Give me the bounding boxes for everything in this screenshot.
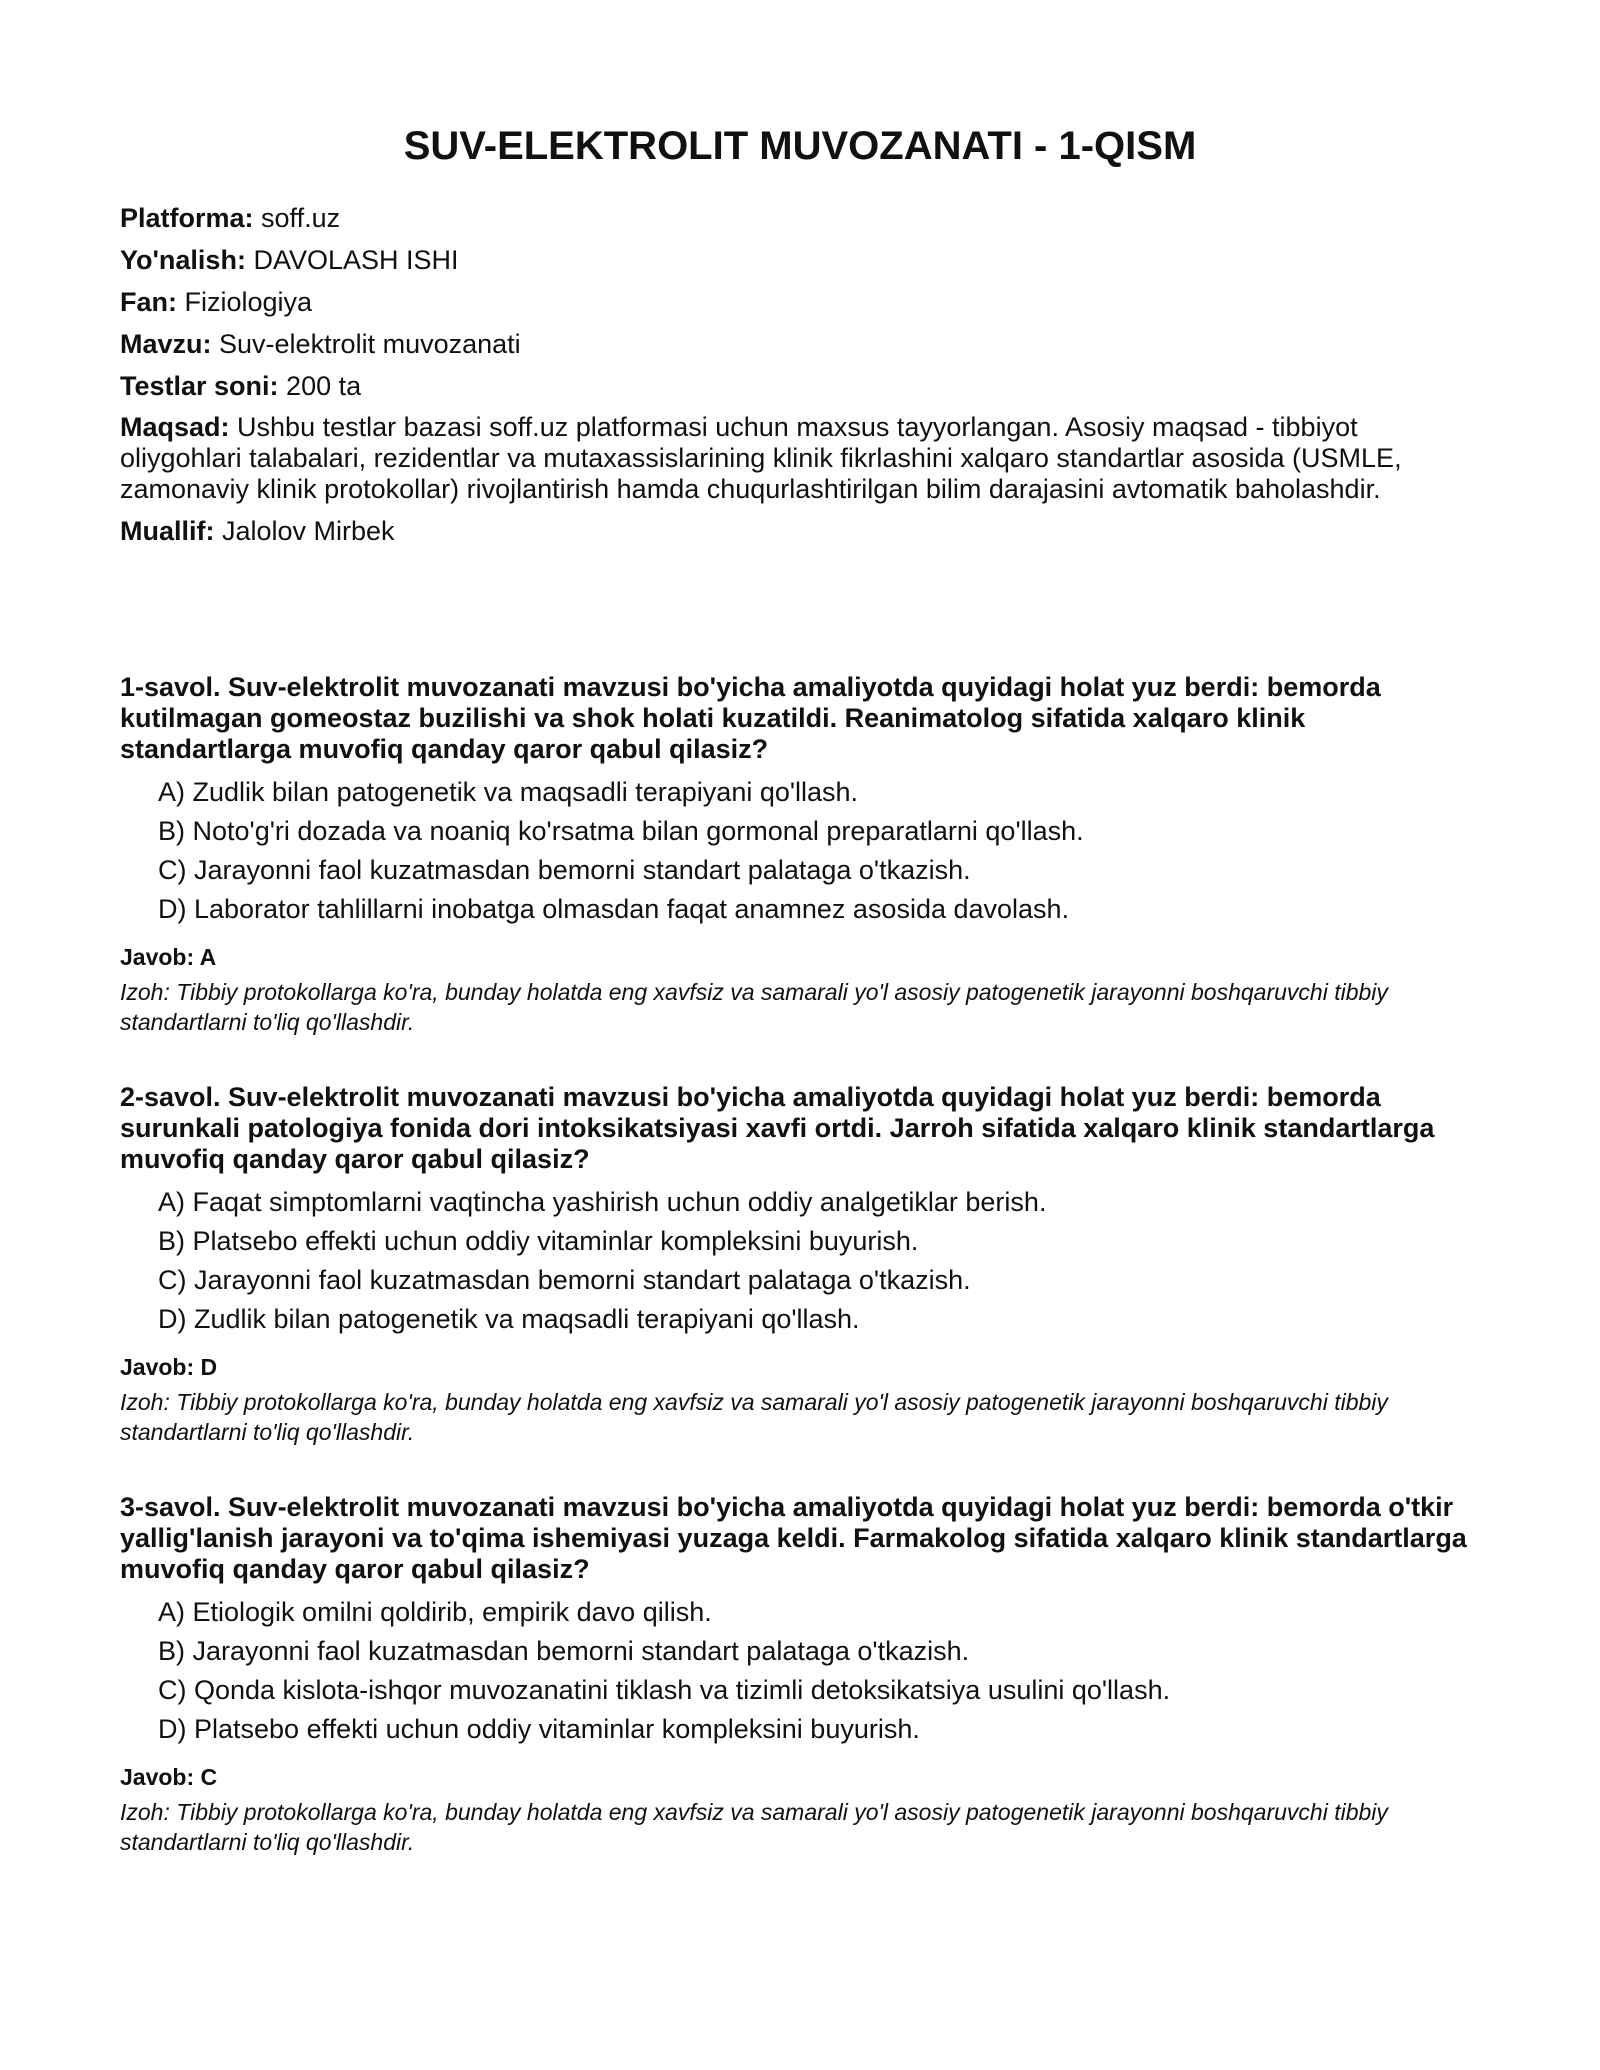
options-list xyxy=(120,1187,1480,1335)
option-b: B) Platsebo effekti uchun oddiy vitaminlar kompleksini buyurish. xyxy=(158,1226,919,1256)
option-a: A) Zudlik bilan patogenetik va maqsadli terapiyani qo'llash. xyxy=(158,777,859,807)
option-c: C) Jarayonni faol kuzatmasdan bemorni standart palataga o'tkazish. xyxy=(158,1265,971,1295)
answer-label: Javob: D xyxy=(120,1354,218,1380)
option-d: D) Laborator tahlillarni inobatga olmasdan faqat anamnez asosida davolash. xyxy=(158,894,1070,924)
meta-value: 200 ta xyxy=(278,371,362,401)
meta-label: Maqsad: xyxy=(120,412,230,442)
meta-author xyxy=(120,515,1480,547)
answer-label: Javob: C xyxy=(120,1764,218,1790)
meta-label: Mavzu: xyxy=(120,329,212,359)
meta-label: Yo'nalish: xyxy=(120,245,246,275)
meta-value: Jalolov Mirbek xyxy=(214,516,395,546)
question-item xyxy=(120,1492,1480,1902)
question-text: 3-savol. Suv-elektrolit muvozanati mavzusi bo'yicha amaliyotda quyidagi holat yuz berdi: bemorda o'tkir yallig'lanish jarayoni va to'qima ishemiyasi yuzaga keldi. Farmakolog sifatida xalqaro klinik standartlarga muvofiq qanday qaror qabul qilasiz? xyxy=(120,1492,1467,1584)
meta-value: Ushbu testlar bazasi soff.uz platformasi uchun maxsus tayyorlangan. Asosiy maqsad - tibbiyot oliygohlari talabalari, rezidentlar va mutaxassislarining klinik fikrlashini xalqaro standartlar asosida (USMLE, zamonaviy klinik protokollar) rivojlantirish hamda chuqurlashtirilgan bilim darajasini avtomatik baholashdir. xyxy=(120,412,1402,504)
option-b: B) Noto'g'ri dozada va noaniq ko'rsatma bilan gormonal preparatlarni qo'llash. xyxy=(158,816,1084,846)
meta-value: Suv-elektrolit muvozanati xyxy=(211,329,521,359)
answer-label: Javob: A xyxy=(120,944,217,970)
option-c: C) Jarayonni faol kuzatmasdan bemorni standart palataga o'tkazish. xyxy=(158,855,971,885)
questions-list xyxy=(120,672,1480,1902)
meta-value: DAVOLASH ISHI xyxy=(245,245,459,275)
options-list xyxy=(120,777,1480,925)
question-text: 1-savol. Suv-elektrolit muvozanati mavzusi bo'yicha amaliyotda quyidagi holat yuz berdi: bemorda kutilmagan gomeostaz buzilishi va shok holati kuzatildi. Reanimatolog sifatida xalqaro klinik standartlarga muvofiq qanday qaror qabul qilasiz? xyxy=(120,672,1381,764)
option-d: D) Zudlik bilan patogenetik va maqsadli terapiyani qo'llash. xyxy=(158,1304,860,1334)
explanation-note: Izoh: Tibbiy protokollarga ko'ra, bunday holatda eng xavfsiz va samarali yo'l asosiy patogenetik jarayonni boshqaruvchi tibbiy standartlarni to'liq qo'llashdir. xyxy=(120,979,1388,1035)
option-a: A) Etiologik omilni qoldirib, empirik davo qilish. xyxy=(158,1597,712,1627)
question-text: 2-savol. Suv-elektrolit muvozanati mavzusi bo'yicha amaliyotda quyidagi holat yuz berdi: bemorda surunkali patologiya fonida dori intoksikatsiyasi xavfi ortdi. Jarroh sifatida xalqaro klinik standartlarga muvofiq qanday qaror qabul qilasiz? xyxy=(120,1082,1435,1174)
meta-label: Platforma: xyxy=(120,203,254,233)
option-a: A) Faqat simptomlarni vaqtincha yashirish uchun oddiy analgetiklar berish. xyxy=(158,1187,1047,1217)
explanation-note: Izoh: Tibbiy protokollarga ko'ra, bunday holatda eng xavfsiz va samarali yo'l asosiy patogenetik jarayonni boshqaruvchi tibbiy standartlarni to'liq qo'llashdir. xyxy=(120,1799,1388,1855)
question-item xyxy=(120,672,1480,1082)
meta-value: Fiziologiya xyxy=(177,287,313,317)
document-title: SUV-ELEKTROLIT MUVOZANATI - 1-QISM xyxy=(403,124,1197,168)
meta-purpose xyxy=(120,412,1480,505)
meta-platform xyxy=(120,202,1480,234)
options-list xyxy=(120,1597,1480,1745)
option-c: C) Qonda kislota-ishqor muvozanatini tiklash va tizimli detoksikatsiya usulini qo'llash. xyxy=(158,1675,1171,1705)
meta-topic xyxy=(120,328,1480,360)
question-item xyxy=(120,1082,1480,1492)
meta-direction xyxy=(120,244,1480,276)
option-b: B) Jarayonni faol kuzatmasdan bemorni standart palataga o'tkazish. xyxy=(158,1636,970,1666)
meta-test-count xyxy=(120,370,1480,402)
option-d: D) Platsebo effekti uchun oddiy vitaminlar kompleksini buyurish. xyxy=(158,1714,920,1744)
meta-label: Testlar soni: xyxy=(120,371,279,401)
meta-label: Fan: xyxy=(120,287,177,317)
explanation-note: Izoh: Tibbiy protokollarga ko'ra, bunday holatda eng xavfsiz va samarali yo'l asosiy patogenetik jarayonni boshqaruvchi tibbiy standartlarni to'liq qo'llashdir. xyxy=(120,1389,1388,1445)
meta-label: Muallif: xyxy=(120,516,215,546)
metadata-block xyxy=(120,202,1480,557)
meta-subject xyxy=(120,286,1480,318)
meta-value: soff.uz xyxy=(253,203,341,233)
